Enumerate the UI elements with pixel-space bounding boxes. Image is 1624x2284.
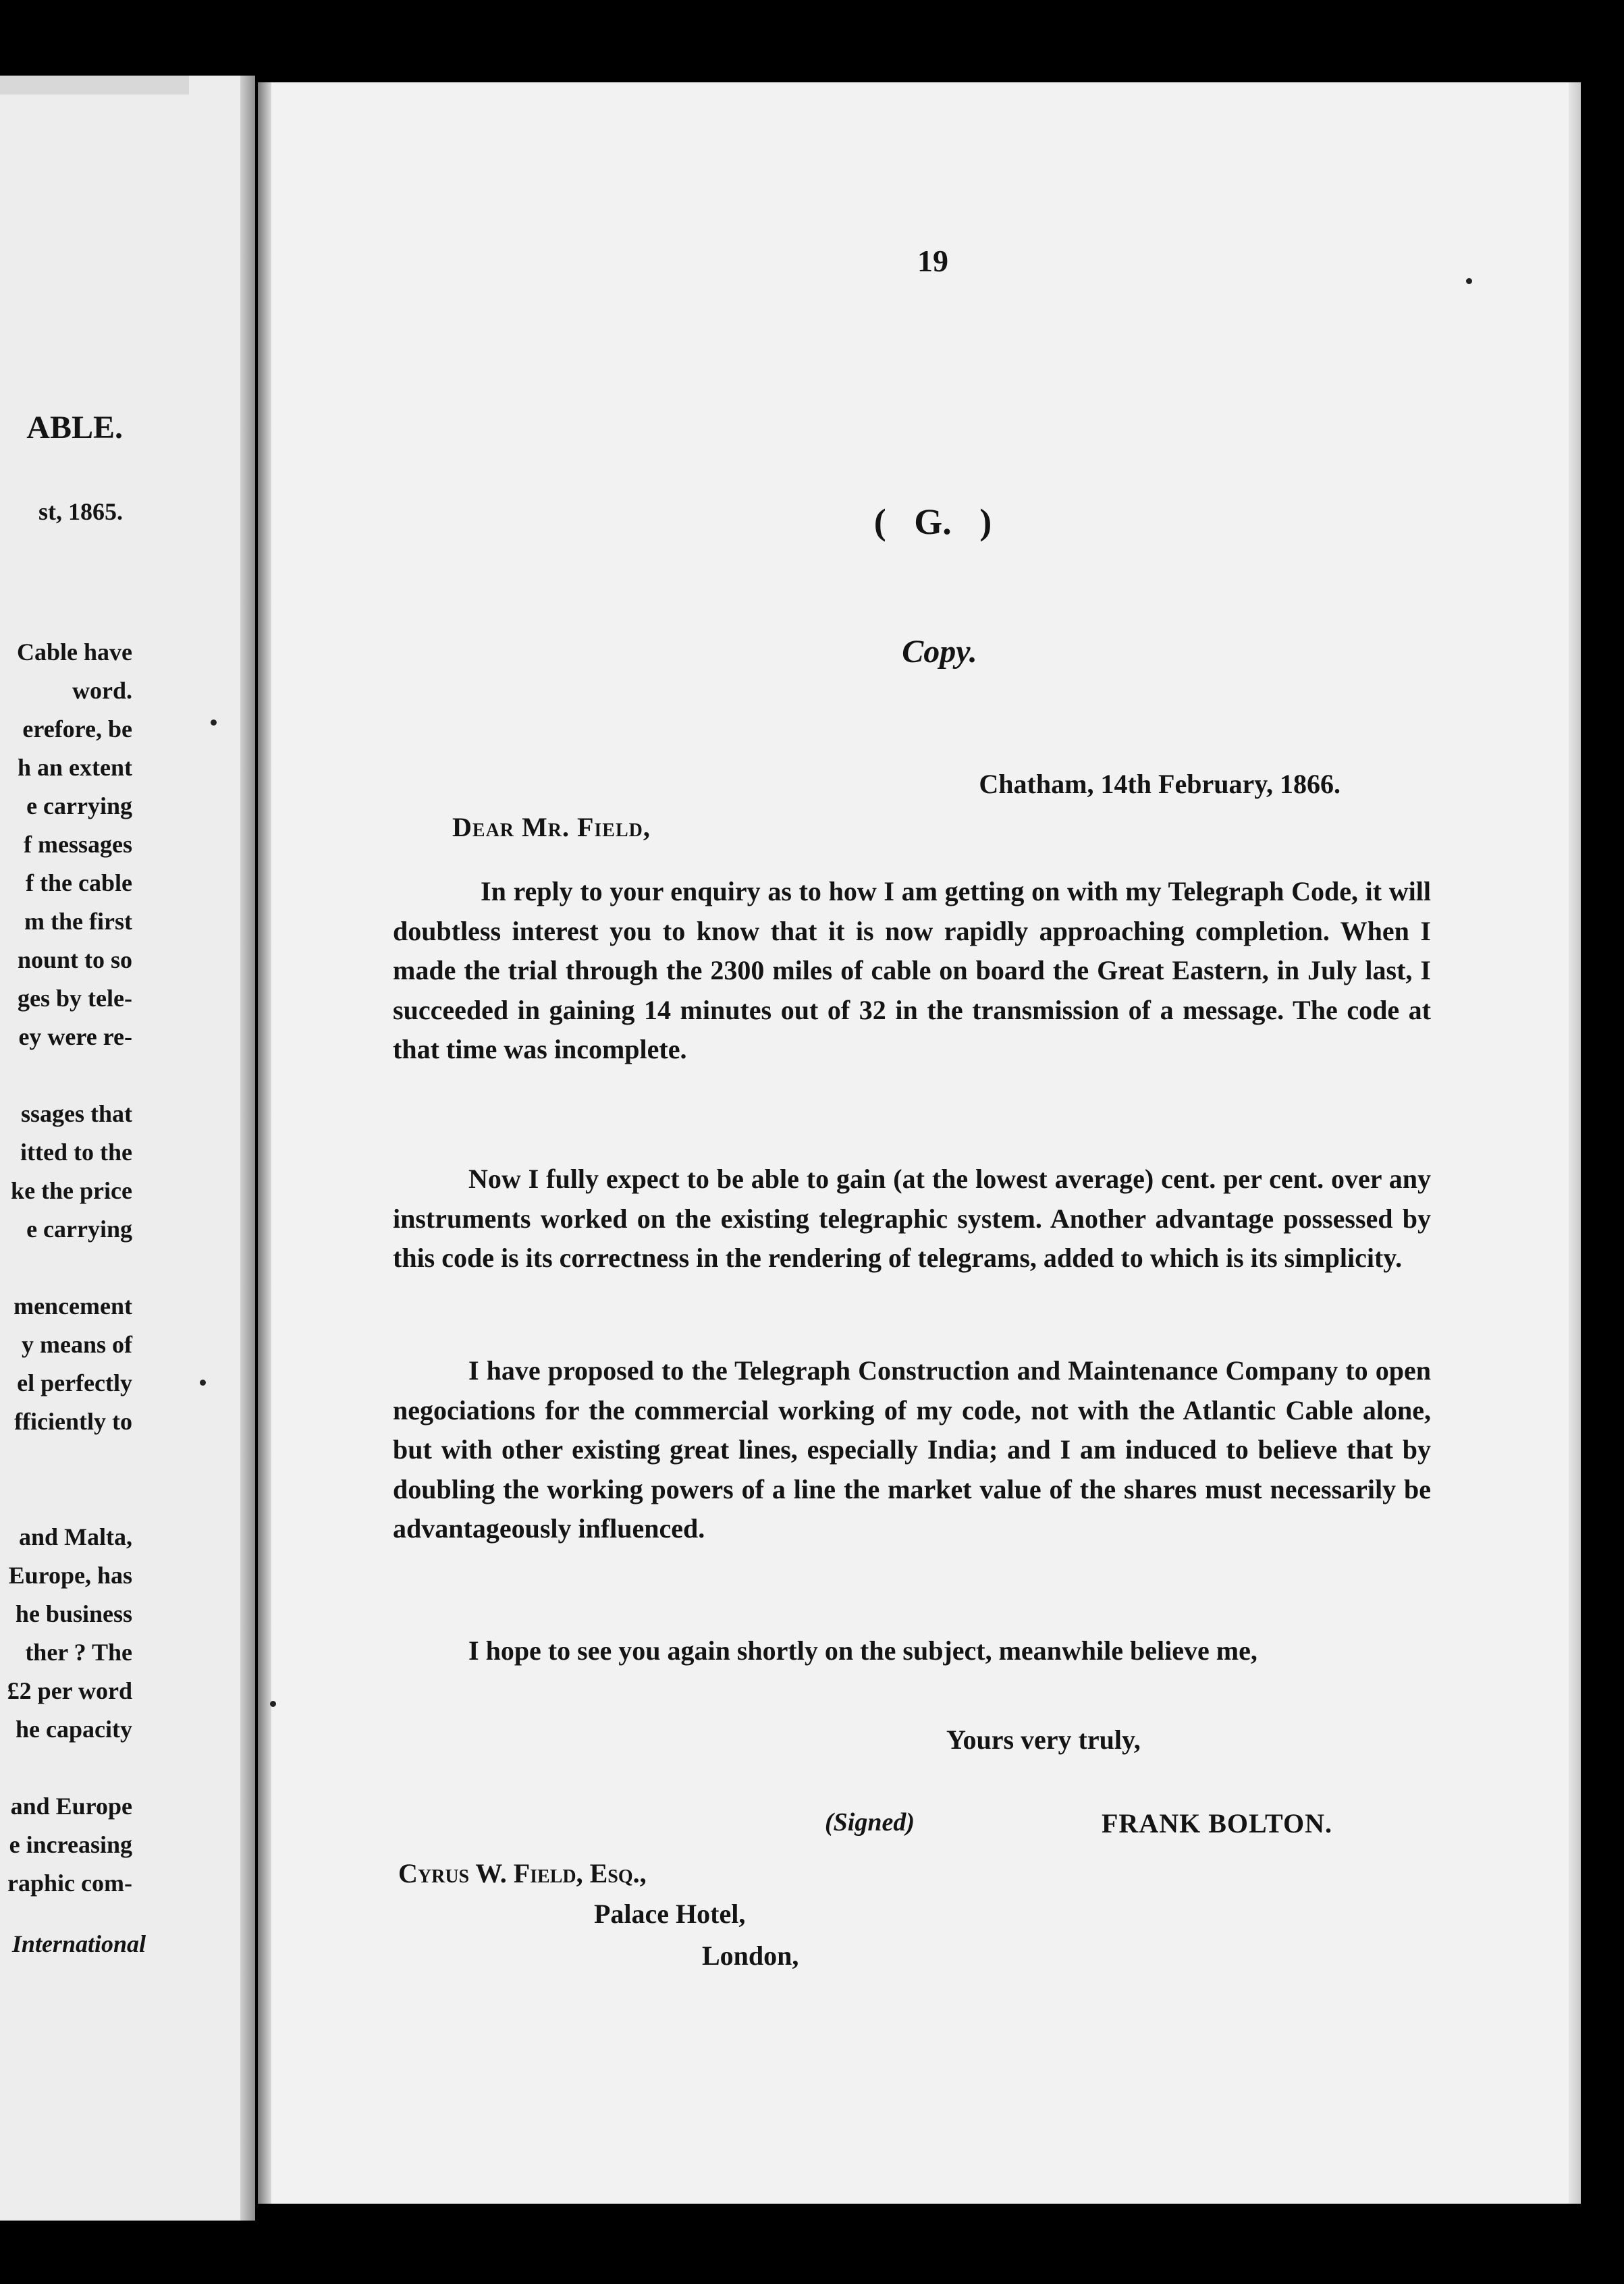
print-speck	[200, 1380, 206, 1386]
left-page-line: h an extent	[18, 754, 132, 781]
left-page-line: e carrying	[26, 1216, 132, 1243]
left-page-line: raphic com-	[7, 1870, 132, 1897]
address-line-city: London,	[702, 1940, 799, 1971]
left-page-line: and Europe	[10, 1793, 132, 1820]
left-page-line: Europe, has	[8, 1562, 132, 1589]
letter-dateline: Chatham, 14th February, 1866.	[979, 769, 1341, 799]
left-page-line: f messages	[24, 831, 132, 858]
print-speck	[211, 719, 217, 726]
letter-paragraph-2: Now I fully expect to be able to gain (at the lowest average) cent. per cent. over any instruments worked on the existing telegraphic system. Another advantage possessed by this code is its correctness in the rendering of telegrams, added to which is its simplicity.	[393, 1164, 1431, 1273]
signed-label: (Signed)	[825, 1808, 915, 1837]
letter-paragraph-1: In reply to your enquiry as to how I am getting on with my Telegraph Code, it will doubtless interest you to know that it is now rapidly approaching completion. When I made the trial through the 2300 miles of cable on board the Great Eastern, in July last, I succeeded in gaining 14 minutes out of 32 in the transmission of a message. The code at that time was incomplete.	[393, 876, 1431, 1064]
left-page-line: mencement	[13, 1293, 132, 1320]
left-page-line: ey were re-	[18, 1023, 132, 1050]
section-mark: ( G. )	[873, 501, 992, 542]
binding-shadow	[258, 82, 271, 2204]
left-page-subheading: st, 1865.	[38, 498, 123, 525]
left-page-footer: International	[11, 1930, 146, 1957]
left-page-line: el perfectly	[17, 1369, 132, 1396]
left-page-line: word.	[72, 677, 132, 704]
left-page-line: e increasing	[9, 1831, 132, 1858]
left-page-heading: ABLE.	[26, 410, 123, 445]
left-page-line: Cable have	[17, 638, 132, 665]
left-page-line: and Malta,	[18, 1523, 132, 1550]
page-number: 19	[917, 244, 948, 278]
page-tab-shadow	[0, 76, 189, 94]
letter-addressee: Cyrus W. Field, Esq.,	[398, 1858, 647, 1888]
left-page-line: itted to the	[20, 1139, 132, 1166]
print-speck	[270, 1701, 276, 1707]
print-speck	[1466, 278, 1472, 284]
left-page-line: £2 per word	[7, 1677, 132, 1704]
left-page-line: ther ? The	[25, 1639, 132, 1666]
left-page-line: he business	[15, 1600, 132, 1627]
address-line-hotel: Palace Hotel,	[594, 1899, 746, 1929]
left-facing-page	[0, 76, 255, 2221]
left-page-line: e carrying	[26, 792, 132, 819]
page-edge-shadow	[1569, 82, 1581, 2204]
left-page-line: ges by tele-	[18, 985, 132, 1012]
left-page-line: m the first	[24, 908, 132, 935]
page-gutter-shadow	[240, 76, 255, 2221]
letter-paragraph-4: I hope to see you again shortly on the subject, meanwhile believe me,	[468, 1635, 1257, 1666]
left-page-line: erefore, be	[22, 715, 132, 742]
left-page-line: ssages that	[20, 1100, 132, 1127]
letter-salutation: Dear Mr. Field,	[452, 812, 651, 842]
left-page-line: nount to so	[17, 946, 132, 973]
left-page-line: f the cable	[26, 869, 132, 896]
left-page-line: he capacity	[16, 1716, 132, 1743]
copy-label: Copy.	[902, 634, 977, 670]
left-page-line: ke the price	[11, 1177, 132, 1204]
letter-closing: Yours very truly,	[946, 1724, 1141, 1755]
left-page-line: fficiently to	[14, 1408, 132, 1435]
left-page-line: y means of	[22, 1331, 132, 1358]
letter-paragraph-3: I have proposed to the Telegraph Construction and Maintenance Company to open negociations for the commercial working of my code, not with the Atlantic Cable alone, but with other existing great lines, especially India; and I am induced to believe that by doubling the working powers of a line the market value of the shares must necessarily be advantageously influenced.	[393, 1355, 1431, 1544]
document-page	[258, 82, 1581, 2204]
letter-signatory: FRANK BOLTON.	[1102, 1808, 1332, 1839]
